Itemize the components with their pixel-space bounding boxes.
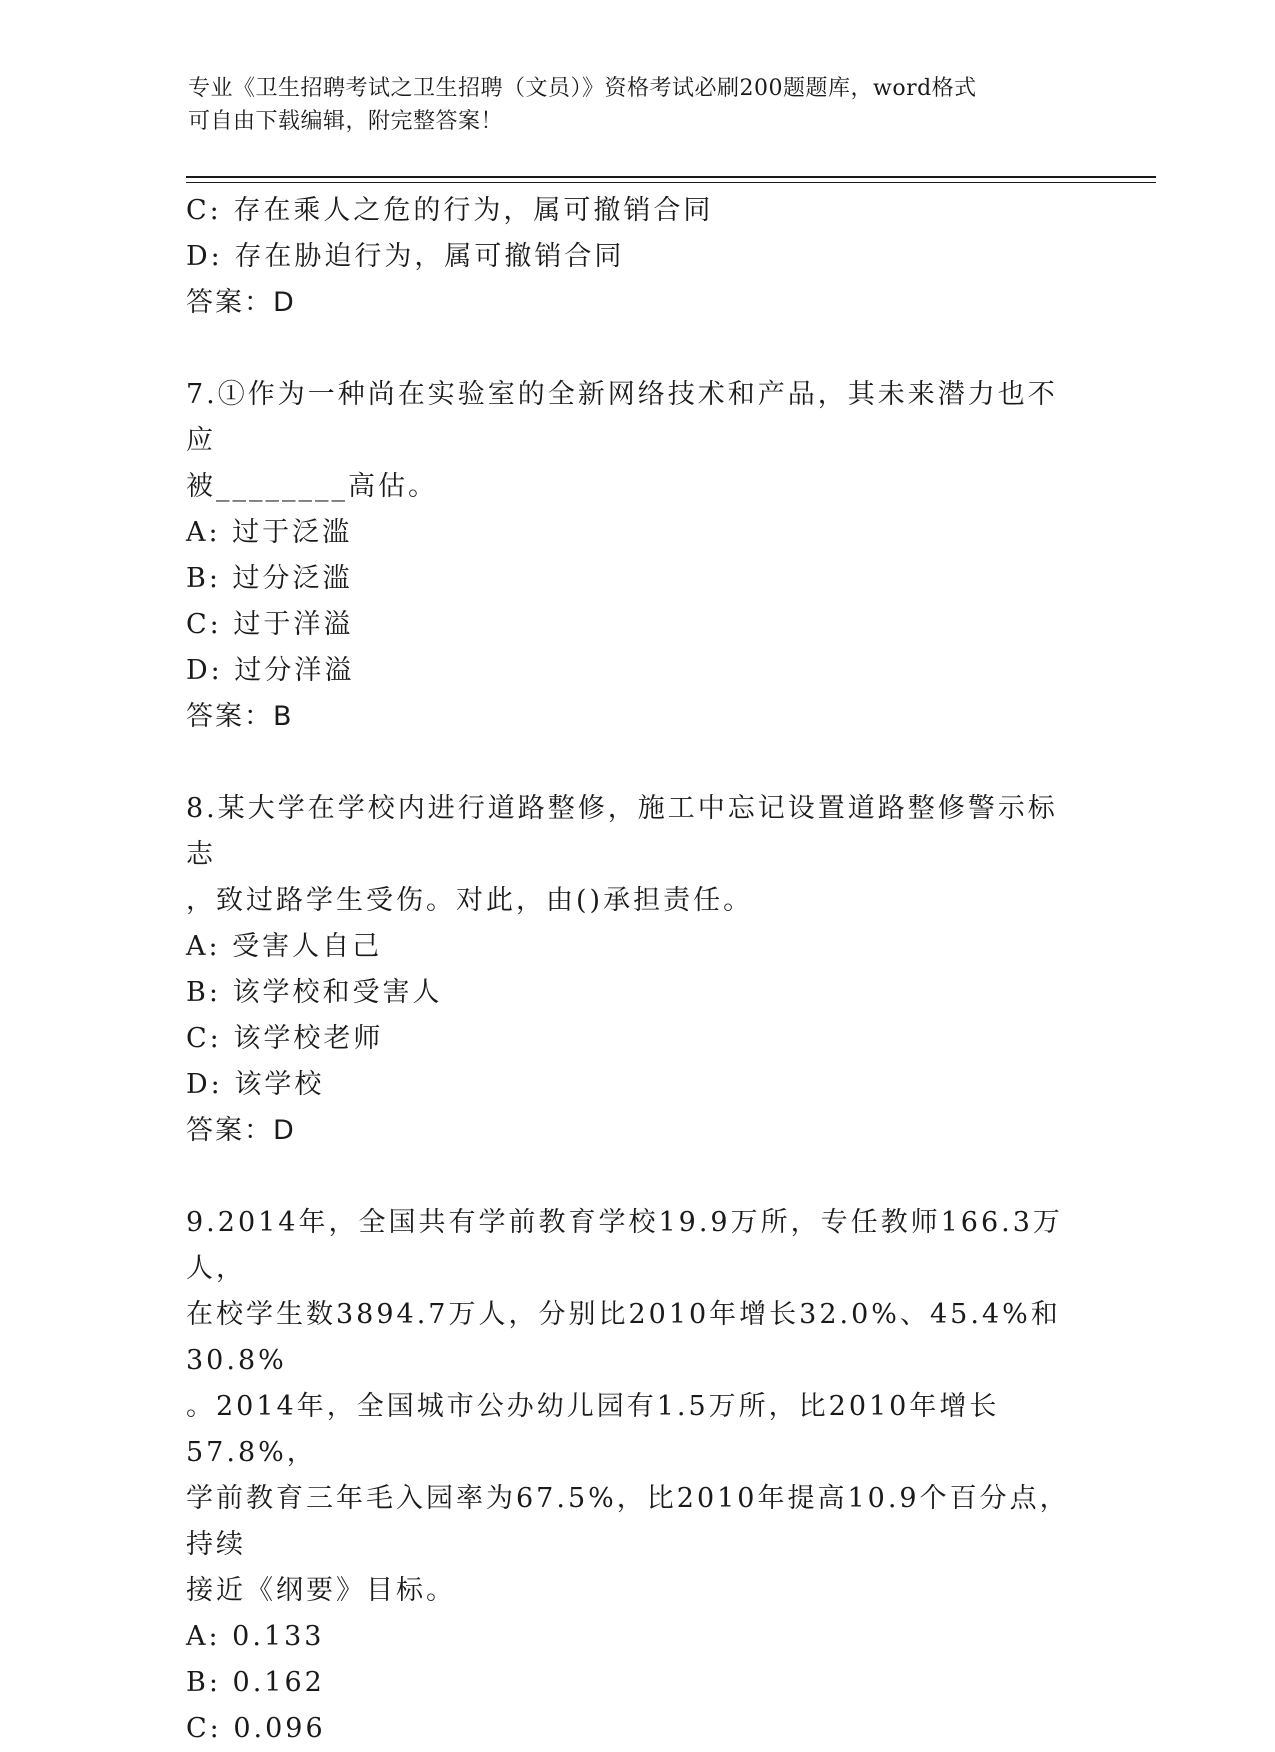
question-stem-line-2: 在校学生数3894.7万人，分别比2010年增长32.0%、45.4%和30.8%: [186, 1299, 1061, 1376]
header-line-2: 可自由下载编辑，附完整答案！: [188, 109, 504, 134]
option-d: D: 存在胁迫行为，属可撤销合同: [186, 241, 625, 272]
option-b: B: 0.162: [186, 1667, 325, 1698]
answer-line: 答案：B: [186, 701, 294, 732]
question-6-tail: [186, 188, 1086, 326]
question-stem-line-3: 。2014年，全国城市公办幼儿园有1.5万所，比2010年增长57.8%，: [186, 1391, 1000, 1468]
question-stem-line-1: 7.①作为一种尚在实验室的全新网络技术和产品，其未来潜力也不应: [186, 379, 1058, 456]
option-c: C: 0.096: [186, 1713, 326, 1744]
question-stem-line-2: 被________高估。: [186, 471, 438, 502]
header-divider-thick: [186, 176, 1156, 178]
option-a: A: 0.133: [186, 1621, 325, 1652]
question-9: [186, 1200, 1086, 1752]
page-header: [188, 72, 1068, 138]
header-divider-thin: [186, 182, 1156, 183]
question-7: [186, 372, 1086, 740]
question-stem-line-1: 8.某大学在学校内进行道路整修，施工中忘记设置道路整修警示标志: [186, 793, 1058, 870]
option-b: B: 过分泛滥: [186, 563, 353, 594]
option-c: C: 存在乘人之危的行为，属可撤销合同: [186, 195, 714, 226]
question-8: [186, 786, 1086, 1154]
option-d: D: 该学校: [186, 1069, 325, 1100]
spacer: [186, 326, 1086, 372]
answer-line: 答案：D: [186, 287, 296, 318]
spacer: [186, 1154, 1086, 1200]
question-stem-line-2: ，致过路学生受伤。对此，由()承担责任。: [186, 885, 754, 916]
header-line-1: 专业《卫生招聘考试之卫生招聘（文员）》资格考试必刷200题题库，word格式: [188, 76, 977, 101]
question-stem-line-5: 接近《纲要》目标。: [186, 1575, 456, 1606]
option-d: D: 过分洋溢: [186, 655, 355, 686]
question-stem-line-4: 学前教育三年毛入园率为67.5%，比2010年提高10.9个百分点，持续: [186, 1483, 1070, 1560]
option-a: A: 过于泛滥: [186, 517, 353, 548]
option-c: C: 该学校老师: [186, 1023, 384, 1054]
option-c: C: 过于洋溢: [186, 609, 354, 640]
answer-line: 答案：D: [186, 1115, 296, 1146]
option-b: B: 该学校和受害人: [186, 977, 443, 1008]
question-stem-line-1: 9.2014年，全国共有学前教育学校19.9万所，专任教师166.3万人，: [186, 1207, 1063, 1284]
option-a: A: 受害人自己: [186, 931, 383, 962]
question-list: [186, 188, 1086, 1752]
spacer: [186, 740, 1086, 786]
